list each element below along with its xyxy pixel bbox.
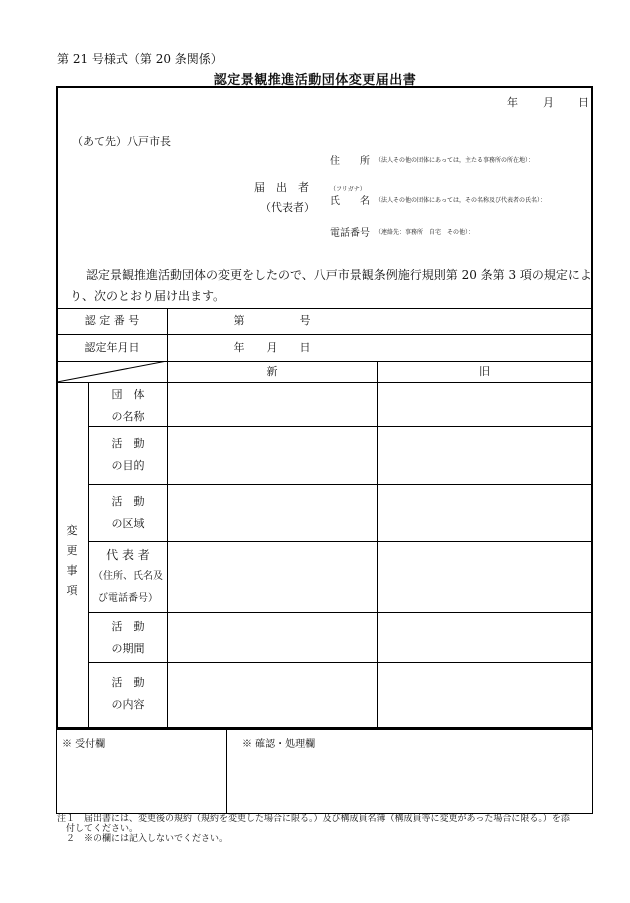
diagonal-line (57, 361, 167, 382)
phone-label: 電話番号 (330, 228, 370, 239)
reception-field-label: ※ 受付欄 (62, 739, 106, 750)
table-line (57, 334, 592, 335)
address-note: （法人その他の団体にあっては，主たる事務所の所在地）： (375, 157, 534, 164)
row-label-activity-period: 活 動 の期間 (111, 620, 145, 655)
change-items-section-label: 変 更 事 項 (66, 524, 78, 597)
cert-date-value: 年 月 日 (233, 341, 311, 354)
office-use-box (56, 729, 593, 814)
row-label-activity-area: 活 動 の区域 (111, 495, 145, 530)
date-month: 月 (543, 96, 554, 109)
name-label: 氏 名 (330, 196, 370, 207)
table-line (57, 382, 592, 383)
footnotes: 注１ 届出書には、変更後の規約（規約を変更した場合に限る。）及び構成員名簿（構成員等に変更があった場合に限る。）を添 付してください。 ２ ※の欄には記入しないでください。 (57, 814, 570, 844)
cert-number-value: 第 号 (233, 314, 311, 327)
office-use-divider (226, 729, 227, 814)
cert-number-label: 認 定 番 号 (84, 314, 140, 327)
statement-line2: り、次のとおり届け出ます。 (70, 289, 226, 303)
form-number: 第 21 号様式（第 20 条関係） (57, 52, 223, 66)
name-note: （法人その他の団体にあっては，その名称及び代表者の氏名）： (375, 197, 546, 204)
form-title: 認定景観推進活動団体変更届出書 (213, 73, 417, 88)
column-header-old: 旧 (479, 365, 490, 378)
date-year: 年 (507, 96, 518, 109)
cert-date-label: 認定年月日 (84, 341, 140, 354)
row-label-activity-content: 活 動 の内容 (111, 676, 145, 711)
table-line (88, 484, 592, 485)
address-label: 住 所 (330, 156, 370, 167)
row-label-activity-purpose: 活 動 の目的 (111, 437, 145, 472)
notifier-label: 届 出 者 (254, 181, 309, 194)
row-label-representative: 代 表 者 （住所、氏名及 び電話番号） (93, 548, 163, 604)
statement-line1: 認定景観推進活動団体の変更をしたので、八戸市景観条例施行規則第 20 条第 3 項の規定によ (86, 268, 592, 282)
table-top-border (57, 308, 592, 309)
table-line (88, 612, 592, 613)
table-line (88, 541, 592, 542)
table-line (88, 662, 592, 663)
date-day: 日 (578, 96, 589, 109)
row-label-group-name: 団 体 の名称 (111, 388, 145, 423)
phone-note: （連絡先：事務所 自宅 その他）： (375, 229, 475, 236)
column-header-new: 新 (266, 365, 278, 378)
table-divider (377, 361, 378, 728)
addressee: （あて先）八戸市長 (72, 135, 171, 148)
furigana-label: （フリガナ） (330, 186, 366, 193)
processing-field-label: ※ 確認・処理欄 (242, 739, 316, 750)
notifier-sublabel: （代表者） (260, 201, 315, 214)
